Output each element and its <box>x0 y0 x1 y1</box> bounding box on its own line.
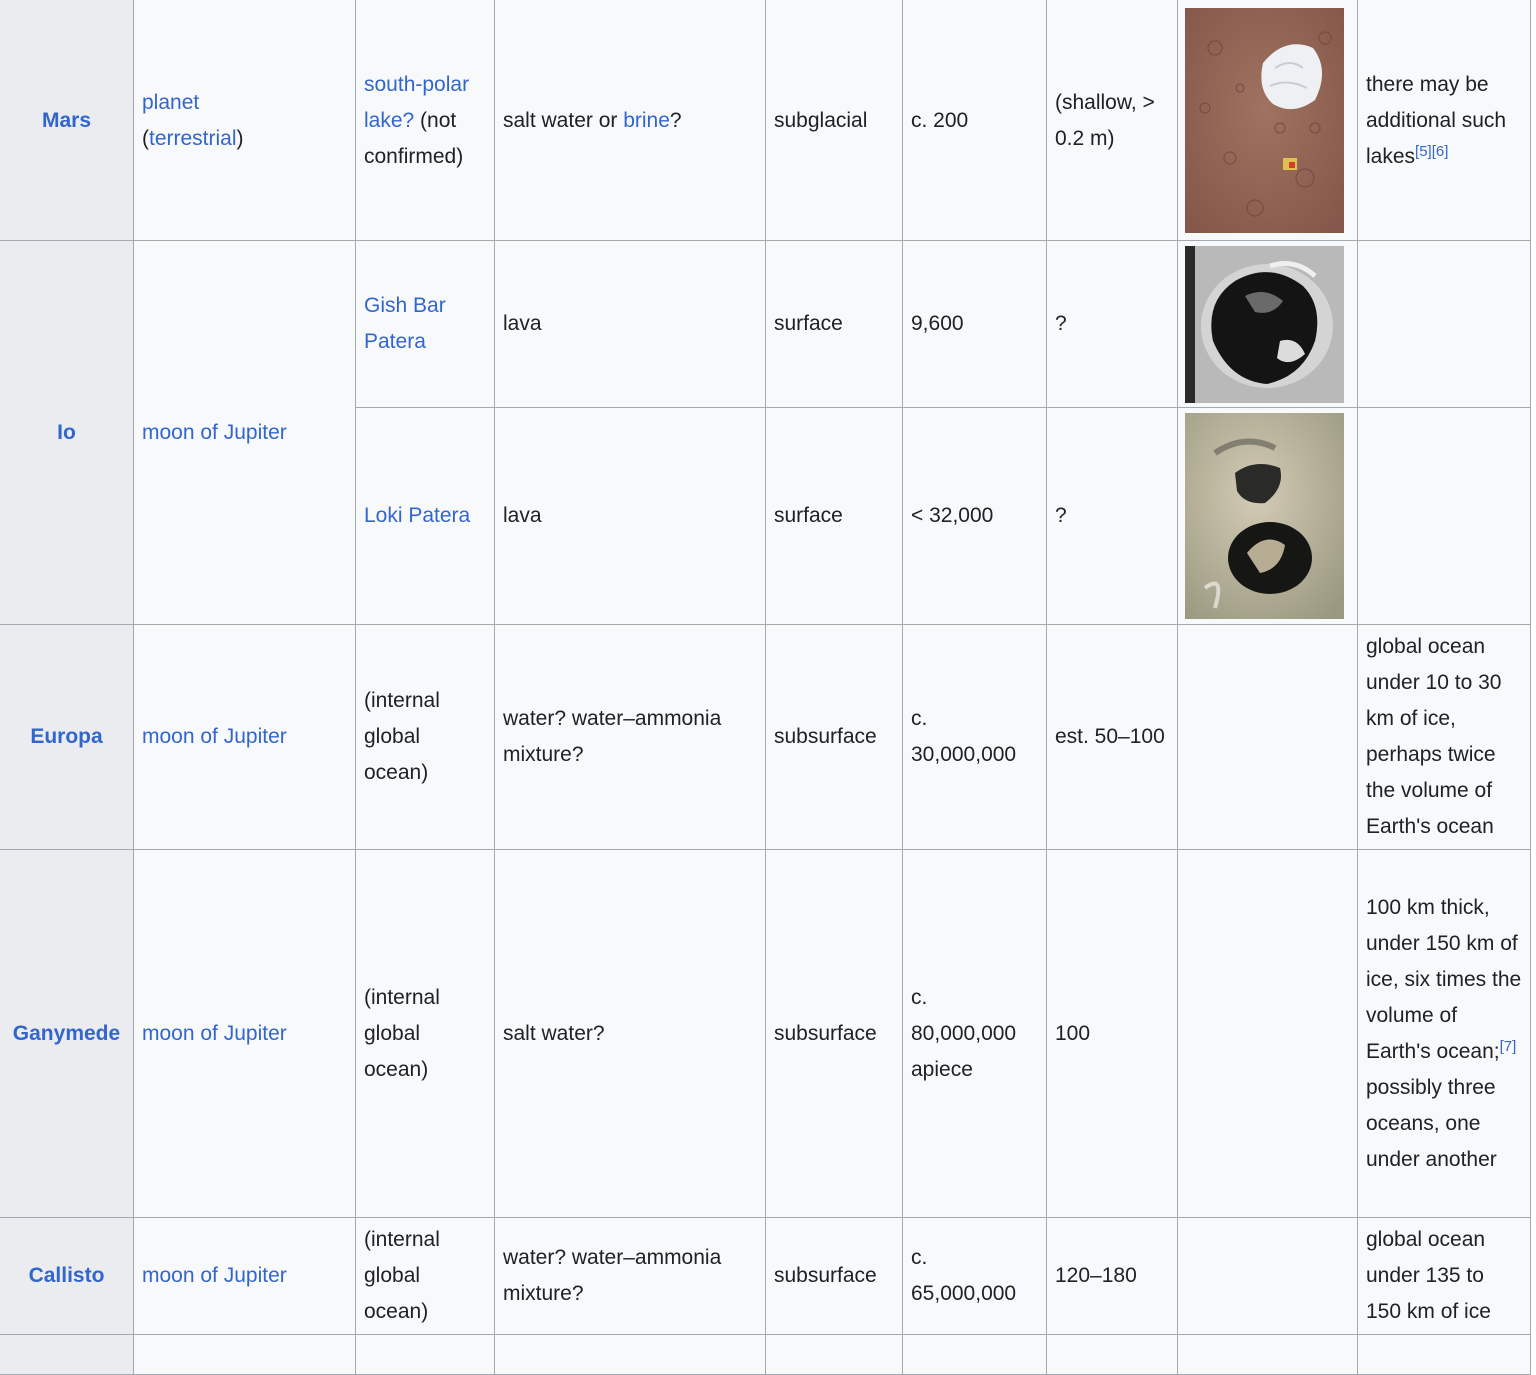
cell-next-6 <box>1047 1335 1178 1375</box>
feature-cell-callisto: (internal global ocean) <box>356 1218 495 1335</box>
location-cell-mars: subglacial <box>766 0 903 241</box>
depth-cell-gish-bar: ? <box>1047 241 1178 408</box>
image-cell-ganymede <box>1178 850 1358 1218</box>
body-link-europa[interactable]: Europa <box>30 725 103 748</box>
table-row-mars <box>0 0 1531 241</box>
depth-cell-ganymede: 100 <box>1047 850 1178 1218</box>
image-cell-gish-bar <box>1178 241 1358 408</box>
feature-link-gish-bar-patera[interactable]: Gish Bar Patera <box>364 294 446 353</box>
reference-link-7[interactable]: [7] <box>1499 1037 1517 1055</box>
notes-cell-ganymede <box>1358 850 1531 1218</box>
composition-cell-loki: lava <box>495 408 766 625</box>
loki-patera-image[interactable] <box>1185 413 1344 619</box>
type-link-terrestrial[interactable]: terrestrial <box>149 126 237 150</box>
body-cell-ganymede <box>0 850 134 1218</box>
body-cell-callisto <box>0 1218 134 1335</box>
cell-next-4 <box>766 1335 903 1375</box>
type-paren-close: ) <box>236 126 244 150</box>
composition-cell-gish-bar: lava <box>495 241 766 408</box>
feature-cell-loki <box>356 408 495 625</box>
body-link-mars[interactable]: Mars <box>41 108 92 132</box>
feature-cell-ganymede: (internal global ocean) <box>356 850 495 1218</box>
body-cell-next <box>0 1335 134 1375</box>
feature-cell-gish-bar <box>356 241 495 408</box>
composition-link-brine[interactable]: brine <box>623 108 670 132</box>
cell-next-8 <box>1358 1335 1531 1375</box>
cell-next-7 <box>1178 1335 1358 1375</box>
feature-cell-europa: (internal global ocean) <box>356 625 495 850</box>
body-link-io[interactable]: Io <box>57 420 76 444</box>
body-cell-mars <box>0 0 134 241</box>
body-cell-europa <box>0 625 134 850</box>
notes-cell-gish-bar <box>1358 241 1531 408</box>
type-link-moon-of-jupiter-ganymede[interactable]: moon of Jupiter <box>142 1021 287 1045</box>
composition-cell-europa: water? water–ammonia mixture? <box>495 625 766 850</box>
image-cell-mars <box>1178 0 1358 241</box>
type-cell-mars <box>134 0 356 241</box>
feature-suffix: (not confirmed) <box>364 108 464 168</box>
type-cell-ganymede <box>134 850 356 1218</box>
body-cell-io <box>0 241 134 625</box>
notes-text-ganymede-b: possibly three oceans, one under another <box>1366 1075 1497 1171</box>
reference-link-5-6[interactable]: [5][6] <box>1415 142 1449 160</box>
location-cell-ganymede: subsurface <box>766 850 903 1218</box>
table-row-europa <box>0 625 1531 850</box>
feature-link-loki-patera[interactable]: Loki Patera <box>364 504 471 527</box>
composition-cell-ganymede: salt water? <box>495 850 766 1218</box>
cell-next-1 <box>134 1335 356 1375</box>
type-link-moon-of-jupiter-io[interactable]: moon of Jupiter <box>142 420 287 444</box>
mars-south-polar-image[interactable] <box>1185 8 1344 233</box>
image-cell-europa <box>1178 625 1358 850</box>
area-cell-gish-bar: 9,600 <box>903 241 1047 408</box>
table-row-next-partial <box>0 1335 1531 1375</box>
type-link-planet[interactable]: planet <box>142 90 200 114</box>
depth-cell-loki: ? <box>1047 408 1178 625</box>
type-paren-open: ( <box>142 126 149 150</box>
gish-bar-patera-image[interactable] <box>1185 246 1344 403</box>
area-cell-mars: c. 200 <box>903 0 1047 241</box>
depth-cell-mars: (shallow, > 0.2 m) <box>1047 0 1178 241</box>
area-cell-loki: < 32,000 <box>903 408 1047 625</box>
composition-cell-mars <box>495 0 766 241</box>
area-cell-ganymede: c. 80,000,000 apiece <box>903 850 1047 1218</box>
body-link-callisto[interactable]: Callisto <box>28 1264 105 1287</box>
notes-text-ganymede-a: 100 km thick, under 150 km of ice, six times the volume of Earth's ocean; <box>1366 895 1522 1063</box>
notes-cell-europa: global ocean under 10 to 30 km of ice, perhaps twice the volume of Earth's ocean <box>1358 625 1531 850</box>
body-link-ganymede[interactable]: Ganymede <box>12 1021 121 1045</box>
area-cell-callisto: c. 65,000,000 <box>903 1218 1047 1335</box>
table-row-callisto <box>0 1218 1531 1335</box>
location-cell-gish-bar: surface <box>766 241 903 408</box>
area-cell-europa: c. 30,000,000 <box>903 625 1047 850</box>
composition-prefix: salt water or <box>503 108 624 132</box>
feature-link-south-polar-lake[interactable]: south-polar lake? <box>364 72 470 132</box>
cell-next-5 <box>903 1335 1047 1375</box>
depth-cell-europa: est. 50–100 <box>1047 625 1178 850</box>
type-link-moon-of-jupiter-callisto[interactable]: moon of Jupiter <box>142 1264 287 1287</box>
notes-cell-loki <box>1358 408 1531 625</box>
notes-text-mars: there may be additional such lakes <box>1366 72 1507 168</box>
notes-cell-callisto: global ocean under 135 to 150 km of ice <box>1358 1218 1531 1335</box>
location-cell-callisto: subsurface <box>766 1218 903 1335</box>
table-row-ganymede <box>0 850 1531 1218</box>
location-cell-europa: subsurface <box>766 625 903 850</box>
type-cell-callisto <box>134 1218 356 1335</box>
type-cell-io <box>134 241 356 625</box>
composition-suffix: ? <box>669 108 682 132</box>
location-cell-loki: surface <box>766 408 903 625</box>
feature-cell-mars <box>356 0 495 241</box>
type-cell-europa <box>134 625 356 850</box>
image-cell-callisto <box>1178 1218 1358 1335</box>
table-row-io-gish-bar <box>0 241 1531 408</box>
cell-next-3 <box>495 1335 766 1375</box>
type-link-moon-of-jupiter-europa[interactable]: moon of Jupiter <box>142 725 287 748</box>
composition-cell-callisto: water? water–ammonia mixture? <box>495 1218 766 1335</box>
cell-next-2 <box>356 1335 495 1375</box>
notes-cell-mars <box>1358 0 1531 241</box>
depth-cell-callisto: 120–180 <box>1047 1218 1178 1335</box>
image-cell-loki <box>1178 408 1358 625</box>
